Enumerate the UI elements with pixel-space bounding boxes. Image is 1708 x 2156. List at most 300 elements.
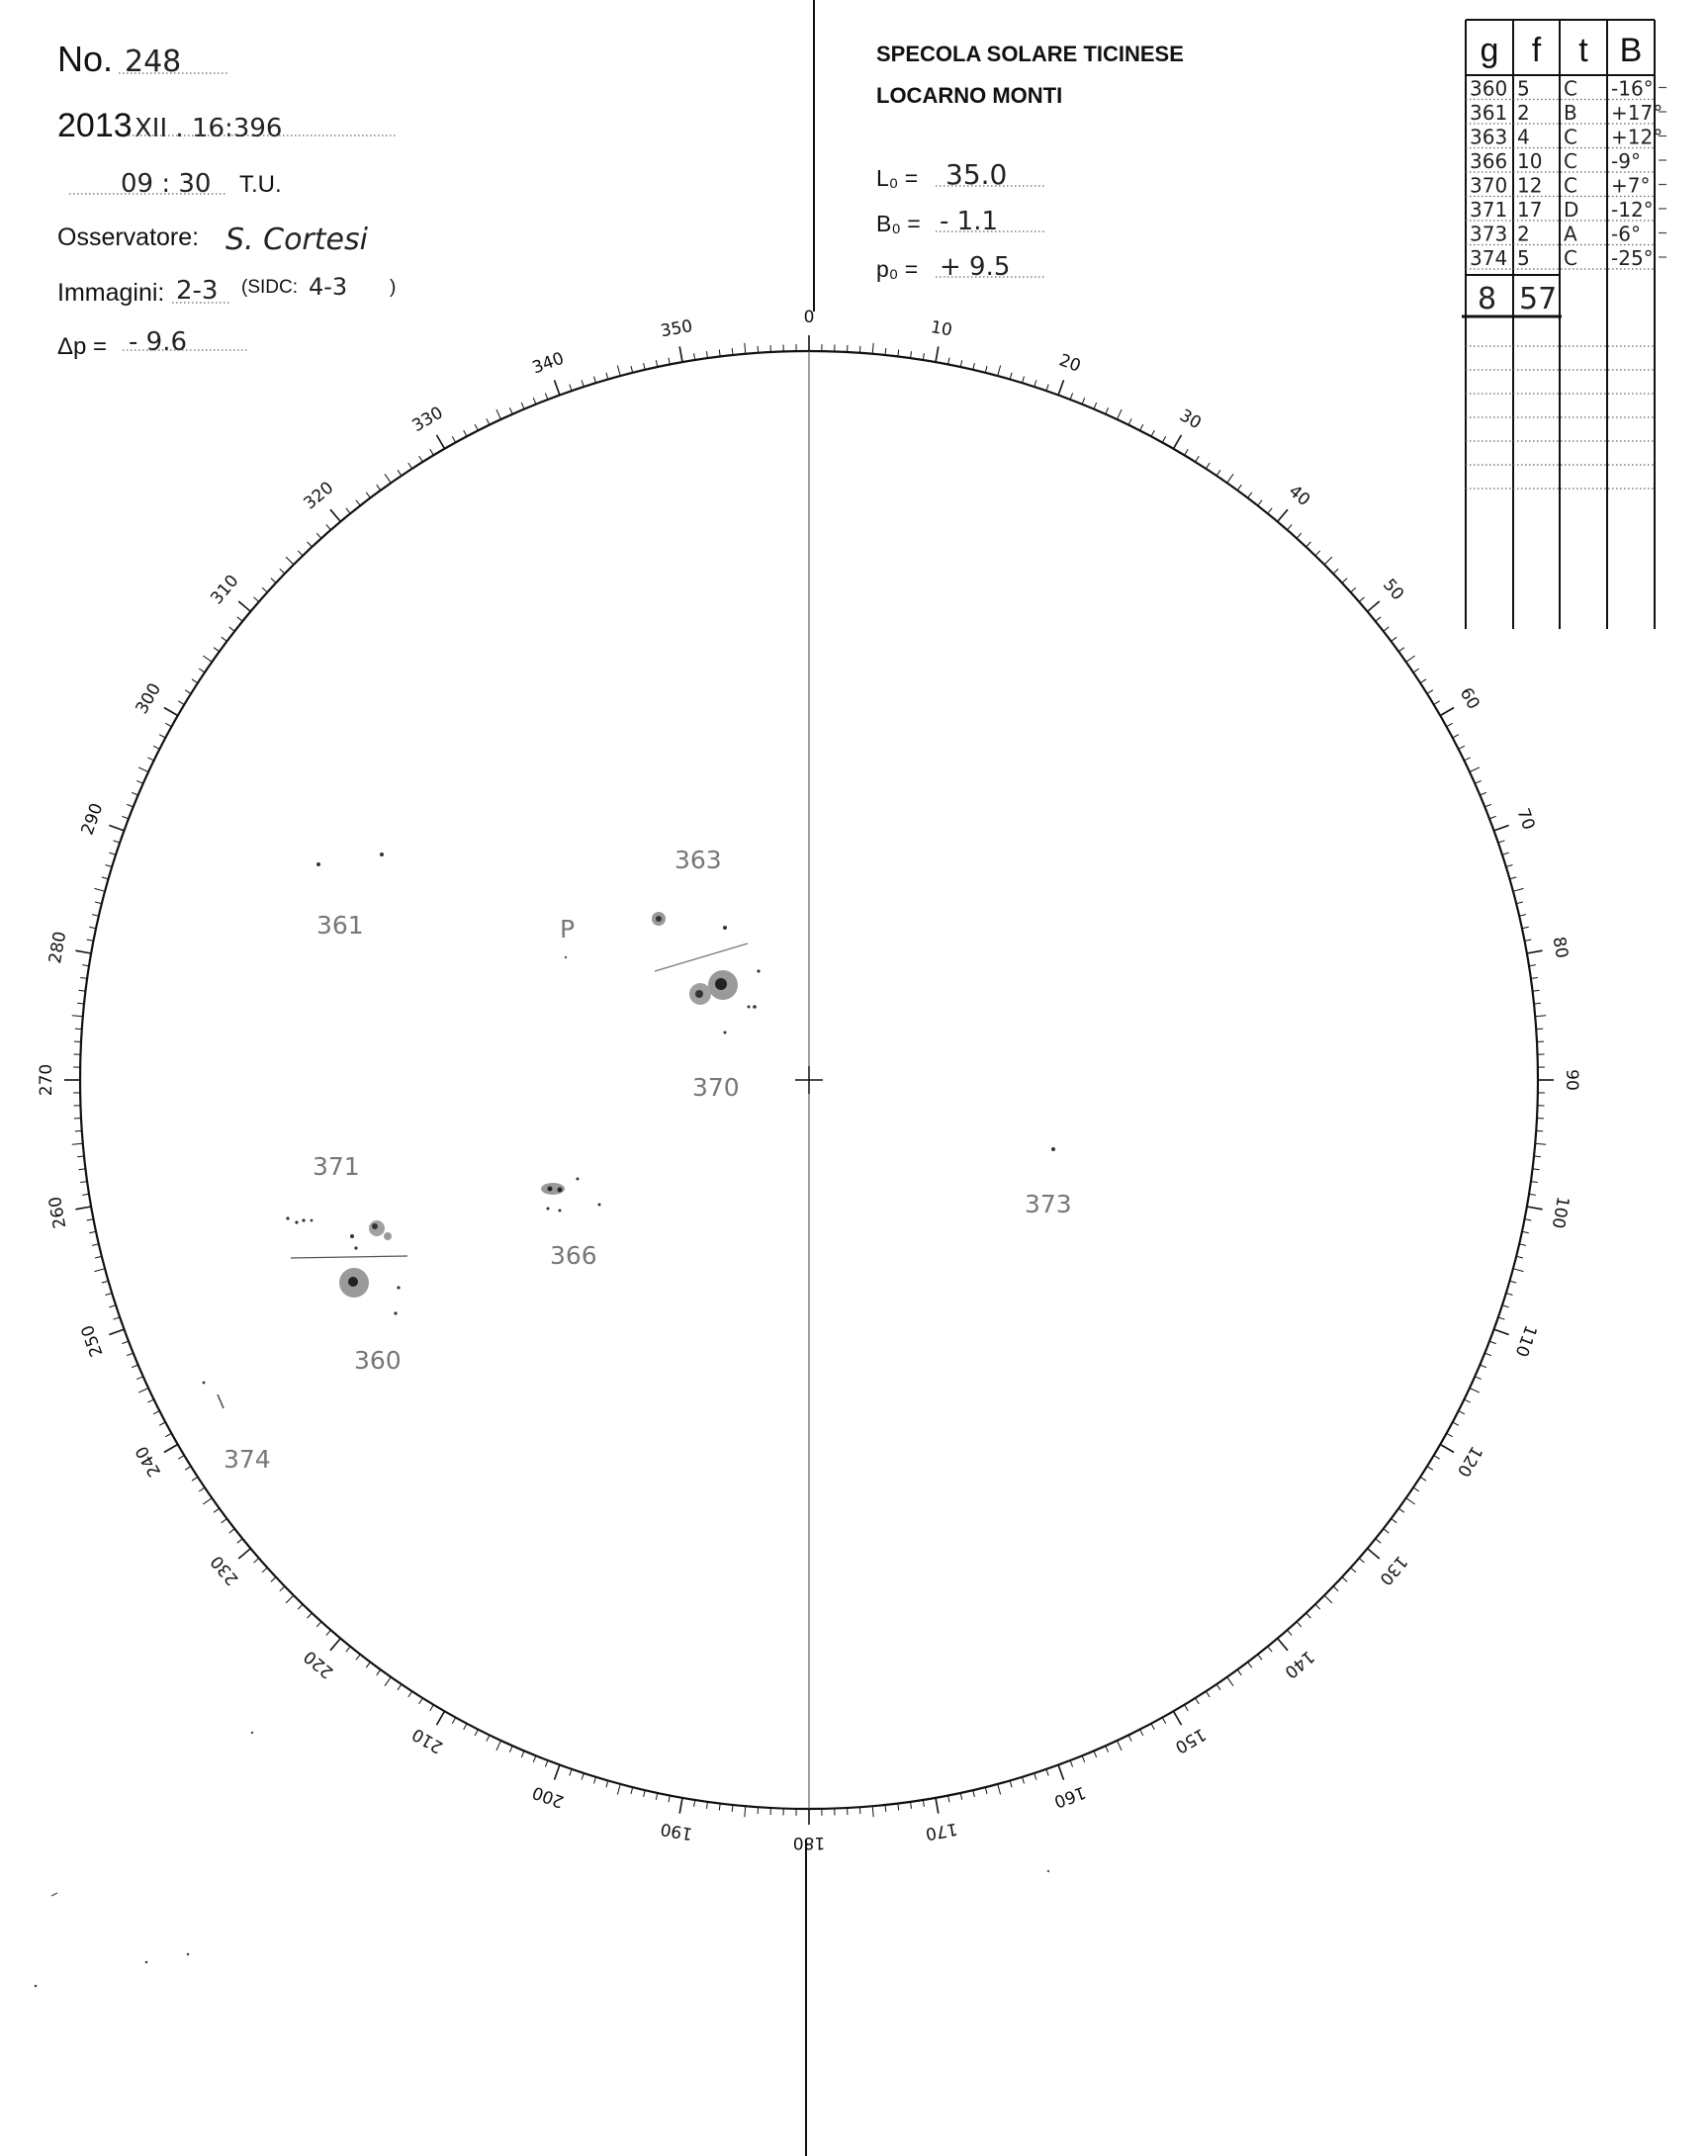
stray-marks [35,1732,1050,1987]
institute-block [876,42,1184,108]
tick-mark [509,407,512,413]
sunspot [559,1210,562,1213]
sunspot [316,862,320,866]
tick-mark [1278,509,1288,521]
b0-value: - 1.1 [940,207,998,236]
tick-mark [1427,1467,1433,1471]
tick-mark [203,1498,212,1504]
table-cell: 373 [1470,222,1508,246]
degree-label: 180 [792,1833,826,1852]
tick-mark [1470,767,1480,772]
tick-mark [153,1411,159,1414]
degree-label: 10 [929,316,954,341]
tick-mark [153,746,159,749]
tick-mark [475,1730,478,1736]
tick-mark [419,456,423,462]
degree-label: 70 [1512,805,1539,833]
groups-table [1462,20,1666,629]
tick-mark [109,1305,116,1307]
degree-label: 220 [300,1646,338,1682]
tick-mark [545,1760,548,1767]
tick-mark [95,888,106,891]
tick-mark [298,551,303,556]
tick-mark [75,1130,82,1131]
tick-mark [1494,1329,1509,1334]
tick-mark [1034,380,1036,387]
tick-mark [1023,1777,1025,1784]
tick-mark [222,637,227,641]
sunspot [565,956,567,958]
table-cell: B [1564,101,1577,125]
tick-mark [1206,463,1210,469]
group-label-373: 373 [1025,1190,1072,1218]
degree-label: 230 [207,1551,243,1589]
sunspot-group-361 [316,853,384,866]
table-cell: 17 [1517,198,1543,222]
tick-mark [669,1796,670,1803]
tick-mark [1140,1730,1143,1736]
tick-mark [1258,1655,1262,1661]
table-cell: D [1564,198,1579,222]
tick-mark [617,1784,620,1795]
tick-mark [356,500,360,506]
tick-mark [1368,601,1380,611]
tick-mark [1106,1746,1109,1752]
sunspot [218,1394,224,1408]
table-cell: C [1564,125,1577,149]
sunspot [547,1208,550,1211]
tick-mark [178,701,184,705]
tick-mark [79,990,86,991]
tick-mark [1248,1662,1252,1668]
group-separator [655,943,748,971]
tick-mark [1480,1365,1486,1368]
tick-mark [254,597,259,602]
tick-mark [923,353,924,360]
tick-mark [1513,888,1524,891]
tick-mark [719,1804,720,1811]
tick-mark [1227,1677,1233,1686]
tick-mark [437,435,445,449]
tick-mark [1427,690,1433,694]
sunspot [350,1234,354,1238]
tick-mark [1440,708,1454,716]
tick-mark [308,542,313,547]
tick-mark [87,940,94,941]
tick-mark [1185,1705,1189,1711]
tick-mark [237,617,242,621]
degree-label: 310 [207,571,243,609]
tick-mark [1315,551,1320,556]
sunspot-group-373 [1051,1147,1055,1151]
tick-mark [326,525,331,530]
tick-mark [1258,500,1262,506]
tick-mark [948,358,949,365]
degree-label: 300 [132,679,166,718]
tick-mark [1058,1765,1063,1780]
degree-label: 210 [408,1723,447,1757]
degree-label: 340 [529,348,567,379]
tick-mark [229,1529,235,1533]
tick-mark [872,1806,873,1817]
tick-mark [1128,1735,1131,1741]
tick-mark [898,350,899,357]
tick-mark [1351,587,1356,592]
tick-mark [998,1784,1001,1795]
tick-mark [644,363,646,370]
tick-mark [555,1765,560,1780]
dp-value: - 9.6 [129,327,187,357]
tick-mark [1522,927,1529,929]
group-separator [291,1256,407,1258]
images-label: Immagini: [57,279,165,307]
tick-mark [214,1508,220,1512]
tick-mark [138,1389,148,1393]
l0-value: 35.0 [945,158,1008,191]
table-cell: -12° [1611,198,1654,222]
tick-mark [262,1568,267,1572]
sunspot [724,1032,727,1034]
tick-mark [1470,1389,1480,1393]
tick-mark [92,915,99,917]
tick-mark [582,380,584,387]
tick-mark [385,1677,391,1686]
table-cell: -9° [1611,149,1641,173]
tick-mark [1453,735,1459,738]
tick-mark [346,508,350,513]
tick-mark [631,366,633,373]
tick-mark [872,343,873,354]
tick-mark [238,1549,250,1559]
tick-mark [1174,1711,1182,1725]
solar-disk [37,308,1581,1852]
tick-mark [1384,1529,1390,1533]
tick-mark [1420,1477,1426,1481]
no-label: No. [57,39,114,79]
tick-mark [1324,1595,1332,1603]
tick-mark [1151,1724,1154,1730]
tick-mark [1106,407,1109,413]
tick-mark [72,1143,83,1144]
tick-mark [1494,826,1509,831]
sunspot-group-366 [541,1178,601,1213]
group-label-363: 363 [674,846,722,874]
tick-mark [192,679,198,683]
tick-mark [545,393,548,400]
table-cell: -6° [1611,222,1641,246]
tick-mark [1306,542,1311,547]
tick-mark [356,1655,360,1661]
tick-mark [280,569,285,574]
tick-mark [1185,449,1189,455]
degree-label: 0 [803,308,815,327]
tick-mark [87,1219,94,1220]
institute-line1: SPECOLA SOLARE TICINESE [876,42,1184,66]
tick-mark [1459,746,1465,749]
p0-value: + 9.5 [940,252,1011,282]
tick-mark [594,377,596,384]
tick-mark [398,470,402,476]
degree-label: 90 [1562,1069,1581,1091]
no-value: 248 [125,45,182,79]
tick-mark [1484,1353,1491,1356]
tick-mark [1535,1016,1546,1017]
table-cell: +17° [1611,101,1663,125]
degree-label: 80 [1548,935,1573,960]
tick-mark [89,1231,96,1233]
tick-mark [1464,1399,1470,1402]
tick-mark [1351,1568,1356,1572]
sunspot [295,1220,298,1223]
tick-mark [1082,1755,1085,1762]
tick-mark [1453,1422,1459,1425]
table-cell: C [1564,246,1577,270]
tick-mark [95,1269,106,1272]
tick-mark [165,723,171,726]
degree-label: 30 [1176,405,1205,434]
tick-mark [199,1487,205,1491]
tick-mark [758,1807,759,1814]
tick-mark [1519,1244,1526,1246]
tick-mark [1420,679,1426,683]
tick-mark [1392,637,1397,641]
tick-mark [262,587,267,592]
tick-mark [745,343,746,354]
tick-mark [985,366,987,373]
table-header-g: g [1480,32,1499,69]
table-cell: 366 [1470,149,1508,173]
tick-mark [555,380,560,395]
degree-label: 50 [1378,575,1408,605]
tick-mark [408,463,412,469]
tick-mark [985,1787,987,1794]
tick-mark [464,430,467,436]
sunspot [753,1005,757,1009]
tick-mark [308,1613,313,1618]
tick-mark [1206,1691,1210,1697]
tick-mark [377,485,381,491]
tick-mark [694,1800,695,1807]
table-cell: 360 [1470,76,1508,101]
tick-mark [1248,493,1252,498]
tick-mark [594,1777,596,1784]
sunspot [384,1232,392,1240]
date-value: XII . 16:396 [135,114,283,143]
tick-mark [885,1805,886,1812]
table-cell: 4 [1517,125,1530,149]
tick-mark [496,1741,501,1751]
tick-mark [923,1800,924,1807]
tick-mark [936,1798,939,1814]
sunspot [695,990,703,998]
tick-mark [237,1539,242,1543]
tick-mark [1297,1622,1302,1627]
table-cell: 361 [1470,101,1508,125]
tick-mark [1342,579,1347,584]
sunspot [380,853,384,856]
tick-mark [1406,1498,1415,1504]
tick-mark [1216,470,1220,476]
tick-mark [1459,1411,1465,1414]
tick-mark [1413,1487,1419,1491]
tick-mark [1498,841,1505,843]
tick-mark [1118,1741,1123,1751]
tick-mark [106,1294,113,1296]
tick-mark [475,424,478,430]
tick-mark [127,1353,134,1356]
tick-mark [95,902,102,904]
tick-mark [1506,865,1513,867]
tick-mark [377,1669,381,1675]
tick-mark [960,1793,962,1800]
degree-label: 260 [45,1195,71,1230]
degree-label: 130 [1375,1551,1411,1589]
tick-mark [1447,723,1453,726]
degree-label: 40 [1284,481,1314,511]
tick-mark [286,557,294,565]
tick-mark [77,1003,84,1004]
tick-mark [582,1773,584,1780]
tick-mark [109,853,116,854]
tick-mark [109,1329,124,1334]
tick-mark [1376,617,1381,621]
tick-mark [1128,418,1131,424]
tick-mark [719,350,720,357]
tick-mark [408,1691,412,1697]
tick-mark [509,1746,512,1752]
tick-mark [127,804,134,807]
table-cell: +7° [1611,173,1651,198]
tick-mark [280,1586,285,1591]
degree-label: 100 [1547,1195,1573,1230]
tick-mark [1516,902,1523,904]
tick-mark [271,1577,276,1582]
tick-mark [214,648,220,652]
tick-mark [1237,485,1241,491]
tick-mark [199,669,205,673]
group-label-p: P [560,915,576,943]
sunspot [286,1216,289,1219]
tick-mark [1534,1156,1541,1157]
tick-mark [1536,1130,1543,1131]
sunspot [548,1187,553,1192]
degree-label: 350 [659,316,694,342]
degree-label: 190 [659,1818,694,1843]
tick-mark [487,418,490,424]
tick-mark [732,348,733,355]
tick-mark [1489,1341,1496,1344]
sunspot [715,978,727,990]
sidc-value: 4-3 [309,273,348,301]
degree-label: 330 [408,403,447,437]
degree-label: 240 [132,1442,166,1481]
observer-value: S. Cortesi [225,223,368,257]
sunspot [203,1382,206,1385]
table-cell: 374 [1470,246,1508,270]
tick-mark [898,1804,899,1811]
tick-mark [203,656,212,662]
tick-mark [77,1156,84,1157]
table-cell: 12 [1517,173,1543,198]
sunspot [558,1188,563,1193]
tick-mark [973,363,975,370]
tick-mark [606,373,608,380]
tick-mark [936,346,939,362]
sunspot [757,969,760,972]
tick-mark [1475,1377,1481,1380]
tick-mark [366,493,370,498]
tick-mark [452,436,455,442]
tick-mark [533,398,536,404]
tick-mark [1227,474,1233,483]
tick-mark [398,1684,402,1690]
tick-mark [679,1798,682,1814]
tick-mark [948,1796,949,1803]
degree-label: 150 [1171,1723,1210,1757]
tick-mark [1502,1305,1509,1307]
tick-mark [316,1622,321,1627]
degree-label: 20 [1056,350,1084,377]
table-cell: 5 [1517,246,1530,270]
tick-mark [707,351,708,358]
table-cell: 2 [1517,222,1530,246]
tick-mark [366,1662,370,1668]
tick-mark [669,358,670,365]
tick-mark [1384,627,1390,631]
tick-mark [92,1244,99,1246]
tick-mark [1174,435,1182,449]
tick-mark [346,1647,350,1652]
tick-mark [1342,1577,1347,1582]
tick-mark [1529,1194,1536,1195]
l0-label: L₀ = [876,165,919,191]
sunspot [372,1223,378,1229]
tick-mark [238,601,250,611]
tick-mark [1151,430,1154,436]
tick-mark [606,1780,608,1787]
tick-mark [1531,978,1538,979]
degree-label: 320 [300,478,338,514]
tick-mark [114,841,121,843]
table-cell: 2 [1517,101,1530,125]
table-cell: -16° [1611,76,1654,101]
tick-mark [1484,804,1491,807]
degree-label: 60 [1455,684,1483,713]
tick-mark [102,1281,109,1283]
tick-mark [122,816,129,819]
degree-label: 120 [1452,1442,1486,1481]
tick-mark [316,533,321,538]
tick-mark [1046,1769,1048,1776]
sunspot-group-374 [203,1382,224,1408]
tick-mark [1023,377,1025,384]
group-label-360: 360 [354,1346,402,1375]
tick-mark [617,366,620,377]
tick-mark [1509,877,1516,879]
tick-mark [656,360,658,367]
tick-mark [1359,1559,1364,1564]
tick-mark [1162,1718,1165,1724]
tick-mark [114,1317,121,1319]
dp-label: Δp = [57,333,108,360]
tick-mark [1509,1281,1516,1283]
tick-mark [707,1802,708,1809]
tick-mark [75,1207,91,1210]
tick-mark [1522,1231,1529,1233]
tick-mark [1306,1613,1311,1618]
tick-mark [570,1769,572,1776]
tick-mark [1529,965,1536,966]
